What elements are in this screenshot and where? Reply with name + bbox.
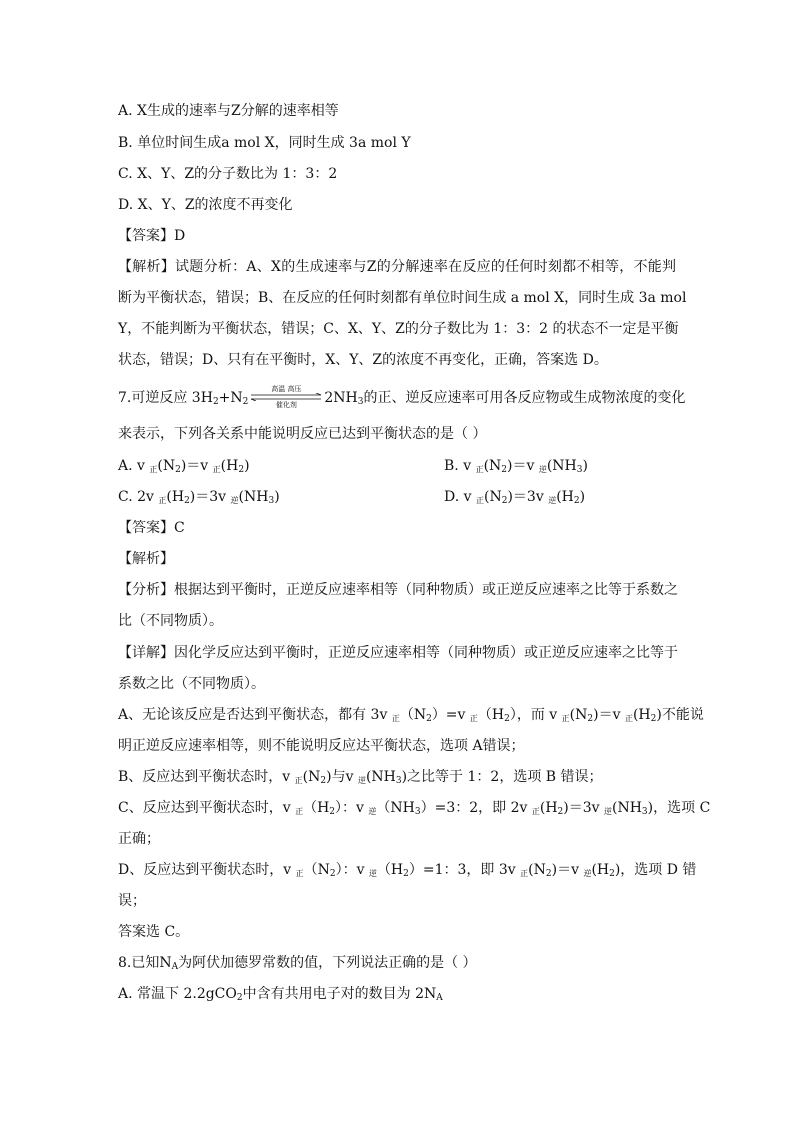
q7-xiangjie-line-2: 系数之比（不同物质）。 [118,676,265,692]
q7-option-a: A. v $_正(N_2)=v$ $_正(H_2)$ [118,458,250,475]
q6-analysis-line-4: 状态，错误；D、只有在平衡时，X、Y、Z的浓度不再变化，正确，答案选 D。 [118,352,608,368]
analysis-tag: 【解析】 [118,259,176,275]
q6-analysis-line-1: 【解析】试题分析：A、X的生成速率与Z的分解速率在反应的任何时刻都不相等，不能判 [118,259,676,275]
answer-tag: 【答案】 [118,520,174,536]
equilibrium-arrows-icon [249,393,323,401]
answer-value: D [174,228,186,244]
q7-fenxi-line-2: 比（不同物质）。 [118,613,223,629]
xiangjie-tag: 【详解】 [118,645,174,661]
q7-stem-line-2: 来表示，下列各关系中能说明反应已达到平衡状态的是（ ） [118,426,487,442]
q7-fenxi-line-1: 【分析】根据达到平衡时，正逆反应速率相等（同种物质）或正逆反应速率之比等于系数之 [118,582,678,598]
reversible-arrow-icon [249,385,323,409]
reaction-condition-top: 高温 高压 [271,385,302,393]
q7-option-c: C. 2v $_正(H_2)=3v$ $_逆(NH_3)$ [118,489,280,506]
q7-analysis-tag: 【解析】 [118,551,174,567]
q7-answer [118,518,185,538]
q6-analysis-line-3: Y，不能判断为平衡状态，错误；C、X、Y、Z的分子数比为 1：3：2 的状态不一定是平衡 [118,321,679,337]
q7-explain-d-line-1: D、反应达到平衡状态时，v $_正(N_2)$：v $_逆(H_2)=1$：3，即 3v $_正(N_2)=v$ $_逆(H_2)$，选项 D 错 [118,862,697,879]
q6-option-c: C. X、Y、Z的分子数比为 1：3：2 [118,166,338,182]
q7-explain-d-line-2: 误； [118,893,146,909]
q8-stem: 8.已知$N_A$为阿伏加德罗常数的值，下列说法正确的是（ ） [118,955,477,972]
reaction-condition-bottom: 催化剂 [275,401,297,409]
fenxi-tag: 【分析】 [118,582,174,598]
q6-analysis-line-2: 断为平衡状态，错误；B、在反应的任何时刻都有单位时间生成 a mol X，同时生成 3a mol [118,290,687,306]
q6-answer [118,226,185,246]
q7-explain-c-line-2: 正确； [118,831,160,847]
q7-explain-a-line-2: 明正逆反应速率相等，则不能说明反应达平衡状态，选项 A错误； [118,738,525,754]
q8-option-a: A. 常温下 2.2gCO$_2$中含有共用电子对的数目为 $2N_A$ [118,986,443,1003]
q7-explain-b-line-1: B、反应达到平衡状态时，v $_正(N_2)$与v $_逆(NH_3)$之比等于 1：2，选项 B 错误； [118,769,603,786]
q6-option-a: A. X生成的速率与Z分解的速率相等 [118,103,339,119]
answer-value: C [174,520,185,536]
q7-explain-c-line-1: C、反应达到平衡状态时，v $_正(H_2)$：v $_逆(NH_3)=3$：2，即 2v $_正(H_2)=3v$ $_逆(NH_3)$，选项 C [118,800,711,817]
answer-tag: 【答案】 [118,228,174,244]
q7-explain-a-line-1: A、无论该反应是否达到平衡状态，都有 3v $_正(N_2)=v$ $_正(H_2)$，而 v $_正(N_2)=v$ $_正(H_2)$不能说 [118,707,704,724]
q7-stem-line-1: 7.可逆反应 $3H_2+N_2$ 高温 高压 催化剂 $2NH_3$的正、逆反应速率可用各反应物或生成物浓度的变化 [118,385,686,409]
q7-conclusion: 答案选 C。 [118,924,190,940]
q6-option-b: B. 单位时间生成a mol X，同时生成 3a mol Y [118,135,411,151]
q7-option-b: B. v $_正(N_2)=v$ $_逆(NH_3)$ [444,458,588,475]
q7-xiangjie-line-1: 【详解】因化学反应达到平衡时，正逆反应速率相等（同种物质）或正逆反应速率之比等于 [118,645,678,661]
q6-option-d: D. X、Y、Z的浓度不再变化 [118,197,293,213]
q7-option-d: D. v $_正(N_2)=3v$ $_逆(H_2)$ [444,489,586,506]
